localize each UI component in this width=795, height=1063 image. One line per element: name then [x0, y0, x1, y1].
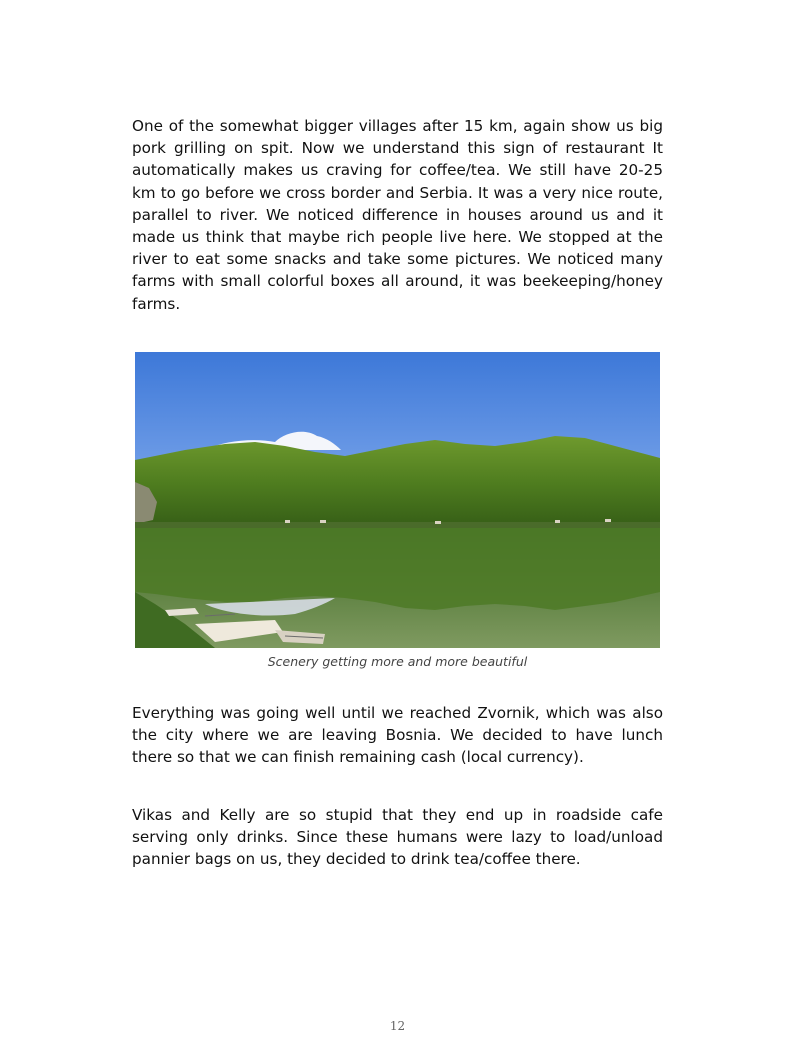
paragraph-village-route: One of the somewhat bigger villages after 15 km, again show us big pork grilling on spit. Now we understand this sign of restaurant It automatically makes us craving for coffee/tea. We still have 20-25 km to go before we cross border and Serbia. It was a very nice route, parallel to river. We noticed difference in houses around us and it made us think that maybe rich people live here. We stopped at the river to eat some snacks and take some pictures. We noticed many farms with small colorful boxes all around, it was beekeeping/honey farms. [132, 117, 663, 313]
paragraph-roadside-cafe: Vikas and Kelly are so stupid that they end up in roadside cafe serving only drinks. Since these humans were lazy to load/unload pannier bags on us, they decided to drink tea/coffee there. [132, 806, 663, 869]
paragraph-zvornik: Everything was going well until we reached Zvornik, which was also the city where we are leaving Bosnia. We decided to have lunch there so that we can finish remaining cash (local currency). [132, 704, 663, 767]
lake-hills-photo [135, 352, 660, 648]
figure-caption: Scenery getting more and more beautiful [267, 654, 528, 669]
page-number: 12 [389, 1019, 406, 1033]
